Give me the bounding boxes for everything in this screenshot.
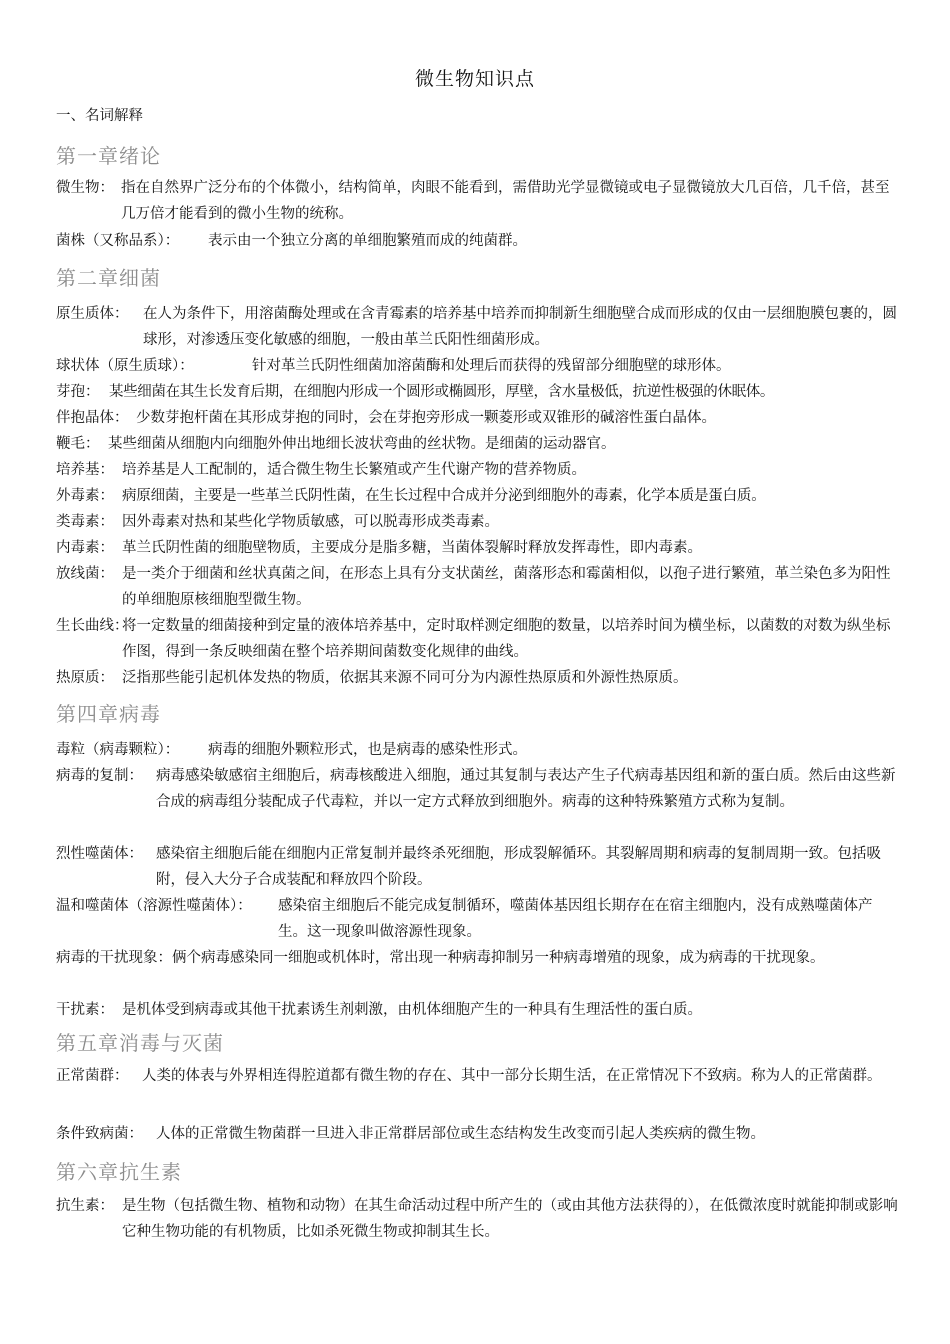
chapter-heading: 第二章细菌 — [56, 266, 161, 290]
entry-term: 条件致病菌： — [56, 1126, 143, 1142]
entry-definition: 因外毒素对热和某些化学物质敏感，可以脱毒形成类毒素。 — [122, 514, 499, 530]
entry-term: 毒粒（病毒颗粒）： — [56, 742, 180, 758]
glossary-entry — [56, 509, 898, 535]
entry-definition: 革兰氏阴性菌的细胞壁物质，主要成分是脂多糖，当菌体裂解时释放发挥毒性，即内毒素。 — [122, 540, 702, 556]
chapter-heading: 第四章病毒 — [56, 702, 161, 726]
entry-definition: 是机体受到病毒或其他干扰素诱生剂刺激，由机体细胞产生的一种具有生理活性的蛋白质。 — [122, 1002, 702, 1018]
entry-definition: 某些细菌在其生长发育后期，在细胞内形成一个圆形或椭圆形，厚壁，含水量极低，抗逆性极强的休眠体。 — [109, 384, 775, 400]
entry-term: 内毒素： — [56, 540, 114, 556]
glossary-entry — [56, 763, 898, 815]
entry-definition: 俩个病毒感染同一细胞或机体时，常出现一种病毒抑制另一种病毒增殖的现象，成为病毒的干扰现象。 — [172, 950, 825, 966]
glossary-entry — [56, 535, 898, 561]
entry-term: 培养基： — [56, 462, 114, 478]
entry-definition: 病原细菌，主要是一些革兰氏阴性菌，在生长过程中合成并分泌到细胞外的毒素，化学本质是蛋白质。 — [122, 488, 766, 504]
entry-term: 烈性噬菌体： — [56, 846, 143, 862]
entry-term: 伴抱晶体： — [56, 410, 129, 426]
entry-term: 鞭毛： — [56, 436, 100, 452]
glossary-entry — [56, 301, 898, 353]
glossary-entry — [56, 379, 898, 405]
entry-term: 放线菌： — [56, 566, 114, 582]
entry-definition: 培养基是人工配制的，适合微生物生长繁殖或产生代谢产物的营养物质。 — [122, 462, 586, 478]
glossary-entry — [56, 431, 898, 457]
glossary-entry — [56, 613, 898, 665]
entry-definition: 少数芽抱杆菌在其形成芽抱的同时，会在芽抱旁形成一颗菱形或双锥形的碱溶性蛋白晶体。 — [136, 410, 716, 426]
entry-definition: 病毒的细胞外颗粒形式，也是病毒的感染性形式。 — [208, 742, 527, 758]
entry-term: 外毒素： — [56, 488, 114, 504]
glossary-entry — [56, 228, 898, 254]
entry-term: 干扰素： — [56, 1002, 114, 1018]
entry-term: 类毒素： — [56, 514, 114, 530]
chapter-heading: 第一章绪论 — [56, 144, 161, 168]
entry-definition: 感染宿主细胞后不能完成复制循环，噬菌体基因组长期存在在宿主细胞内，没有成熟噬菌体产生。这一现象叫做溶源性现象。 — [278, 898, 873, 940]
entry-term: 抗生素： — [56, 1198, 114, 1214]
entry-definition: 指在自然界广泛分布的个体微小，结构简单，肉眼不能看到，需借助光学显微镜或电子显微镜放大几百倍，几千倍，甚至几万倍才能看到的微小生物的统称。 — [121, 180, 890, 222]
glossary-entry — [56, 665, 898, 691]
entry-definition: 感染宿主细胞后能在细胞内正常复制并最终杀死细胞，形成裂解循环。其裂解周期和病毒的复制周期一致。包括吸附，侵入大分子合成装配和释放四个阶段。 — [156, 846, 881, 888]
entry-term: 微生物： — [56, 180, 114, 196]
chapter-heading: 第六章抗生素 — [56, 1160, 182, 1184]
glossary-entry — [56, 1063, 898, 1089]
glossary-entry — [56, 405, 898, 431]
entry-definition: 表示由一个独立分离的单细胞繁殖而成的纯菌群。 — [208, 233, 527, 249]
glossary-entry — [56, 893, 898, 945]
entry-definition: 某些细菌从细胞内向细胞外伸出地细长波状弯曲的丝状物。是细菌的运动器官。 — [108, 436, 616, 452]
entry-definition: 是一类介于细菌和丝状真菌之间，在形态上具有分支状菌丝，菌落形态和霉菌相似，以孢子进行繁殖，革兰染色多为阳性的单细胞原核细胞型微生物。 — [122, 566, 891, 608]
entry-term: 病毒的干扰现象： — [56, 950, 172, 966]
entry-term: 原生质体： — [56, 306, 129, 322]
entry-term: 球状体（原生质球）： — [56, 358, 194, 374]
chapter-heading: 第五章消毒与灭菌 — [56, 1031, 224, 1055]
glossary-entry — [56, 841, 898, 893]
entry-definition: 将一定数量的细菌接种到定量的液体培养基中，定时取样测定细胞的数量，以培养时间为横坐标，以菌数的对数为纵坐标作图，得到一条反映细菌在整个培养期间菌数变化规律的曲线。 — [122, 618, 891, 660]
entry-term: 热原质： — [56, 670, 114, 686]
entry-term: 芽孢： — [56, 384, 100, 400]
glossary-entry — [56, 1121, 898, 1147]
entry-definition: 是生物（包括微生物、植物和动物）在其生命活动过程中所产生的（或由其他方法获得的），在低微浓度时就能抑制或影响它种生物功能的有机物质，比如杀死微生物或抑制其生长。 — [122, 1198, 898, 1240]
glossary-entry — [56, 1193, 898, 1245]
entry-definition: 在人为条件下，用溶菌酶处理或在含青霉素的培养基中培养而抑制新生细胞壁合成而形成的仅由一层细胞膜包裹的，圆球形，对渗透压变化敏感的细胞，一般由革兰氏阳性细菌形成。 — [143, 306, 897, 348]
entry-definition: 人体的正常微生物菌群一旦进入非正常群居部位或生态结构发生改变而引起人类疾病的微生物。 — [156, 1126, 765, 1142]
entry-term: 温和噬菌体（溶源性噬菌体）： — [56, 898, 252, 914]
entry-definition: 针对革兰氏阴性细菌加溶菌酶和处理后而获得的残留部分细胞壁的球形体。 — [252, 358, 731, 374]
entry-definition: 泛指那些能引起机体发热的物质，依据其来源不同可分为内源性热原质和外源性热原质。 — [122, 670, 688, 686]
document-title: 微生物知识点 — [414, 68, 535, 90]
glossary-entry — [56, 483, 898, 509]
entry-definition: 人类的体表与外界相连得腔道都有微生物的存在、其中一部分长期生活，在正常情况下不致病。称为人的正常菌群。 — [142, 1068, 882, 1084]
entry-term: 正常菌群： — [56, 1068, 129, 1084]
glossary-entry — [56, 737, 898, 763]
glossary-entry — [56, 457, 898, 483]
glossary-entry — [56, 945, 898, 971]
entry-term: 病毒的复制： — [56, 768, 143, 784]
section-heading: 一、名词解释 — [56, 108, 143, 124]
glossary-entry — [56, 997, 898, 1023]
glossary-entry — [56, 561, 898, 613]
entry-term: 菌株（又称品系）： — [56, 233, 180, 249]
glossary-entry — [56, 175, 898, 227]
glossary-entry — [56, 353, 898, 379]
entry-term: 生长曲线： — [56, 618, 129, 634]
entry-definition: 病毒感染敏感宿主细胞后，病毒核酸进入细胞，通过其复制与表达产生子代病毒基因组和新的蛋白质。然后由这些新合成的病毒组分装配成子代毒粒，并以一定方式释放到细胞外。病毒的这种特殊繁殖方式称为复制。 — [156, 768, 896, 810]
